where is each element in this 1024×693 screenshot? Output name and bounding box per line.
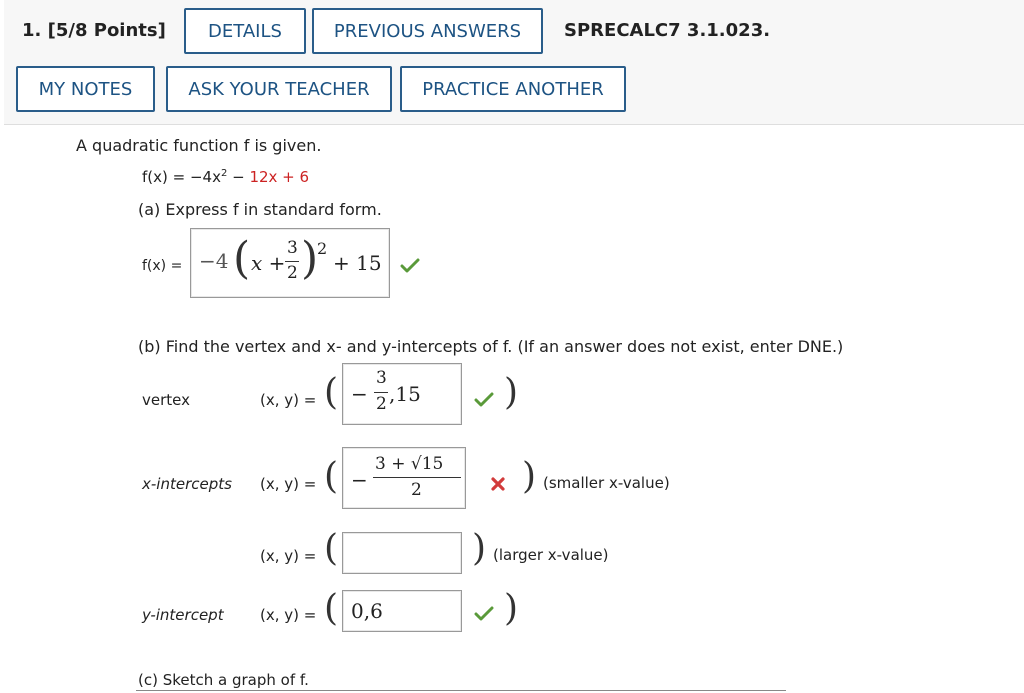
- incorrect-x-icon: [488, 476, 508, 492]
- part-b-prompt: (b) Find the vertex and x- and y-intercepts of f. (If an answer does not exist, enter DNE.): [138, 337, 844, 356]
- vertex-xy-label: (x, y) =: [260, 391, 317, 409]
- standard-form-answer[interactable]: −4 ( x + 3 2 ) 2 + 15: [190, 228, 390, 298]
- my-notes-button[interactable]: MY NOTES: [16, 66, 155, 112]
- correct-check-icon: [400, 258, 420, 274]
- larger-x-note: (larger x-value): [493, 546, 609, 564]
- previous-answers-button[interactable]: PREVIOUS ANSWERS: [312, 8, 543, 54]
- problem-intro: A quadratic function f is given.: [76, 136, 322, 155]
- x-intercept-smaller-answer[interactable]: − 3 + √15 2: [342, 447, 466, 509]
- correct-check-icon: [474, 392, 494, 408]
- function-definition: $f(x) = -4x^2 - 12x + 6$: [142, 168, 310, 186]
- smaller-x-note: (smaller x-value): [543, 474, 670, 492]
- problem-code: SPRECALC7 3.1.023.: [564, 20, 771, 41]
- y-intercept-answer[interactable]: 0,6: [342, 590, 462, 632]
- ask-your-teacher-button[interactable]: ASK YOUR TEACHER: [166, 66, 392, 112]
- x-intercept-2-xy-label: (x, y) =: [260, 547, 317, 565]
- x-intercept-1-xy-label: (x, y) =: [260, 475, 317, 493]
- divider: [136, 690, 786, 691]
- vertex-answer[interactable]: − 3 2 ,15: [342, 363, 462, 425]
- y-intercept-label: y-intercept: [142, 606, 224, 624]
- correct-check-icon: [474, 606, 494, 622]
- question-header: [4, 0, 1024, 125]
- part-a-prompt: (a) Express f in standard form.: [138, 200, 382, 219]
- vertex-label: vertex: [142, 391, 190, 409]
- part-a-label: f(x) =: [142, 258, 183, 274]
- practice-another-button[interactable]: PRACTICE ANOTHER: [400, 66, 626, 112]
- part-c-prompt: (c) Sketch a graph of f.: [138, 671, 309, 689]
- details-button[interactable]: DETAILS: [184, 8, 306, 54]
- x-intercepts-label: x-intercepts: [142, 475, 232, 493]
- question-label: 1. [5/8 Points]: [22, 20, 166, 41]
- x-intercept-larger-input[interactable]: [342, 532, 462, 574]
- y-intercept-xy-label: (x, y) =: [260, 606, 317, 624]
